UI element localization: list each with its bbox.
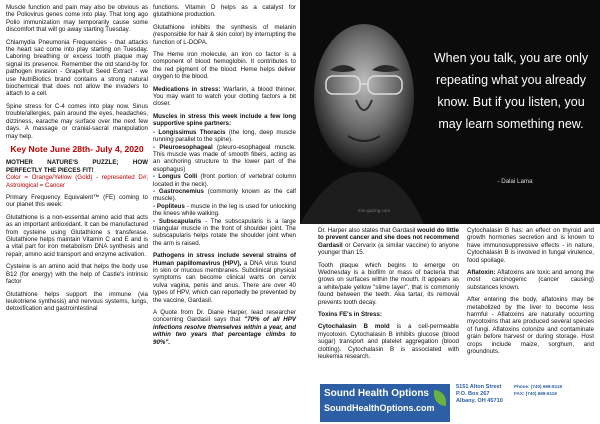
muscle-desc: (front portion of vertebral column located in the neck). [153,173,296,188]
paragraph: Primary Frequency Equivalent™ (FE) coming to our planet this week: [6,194,148,209]
fax-number: FAX: (740) 698-6116 [514,390,557,396]
pathogens-paragraph [153,252,296,304]
paragraph: Chlamydia Pneumonia Frequencies - that attacks the heart sac come into play starting on Tuesday. Laboring breathing or excess tooth plaque may signal its presence. Remember the old stand-by for pathogen invasion - Grapefruit Seed Extract - we use NutriBiotics brand contains a strong natural biochemical that does not allow the invaders to attach to a cell. [6,38,148,98]
muscle-item [153,144,296,174]
paragraph: Glutathione helps support the immune (via leukotriene synthesis) and nervous systems, lungs, detoxification and gastrointestinal [6,290,148,313]
text: or Cervarix (a similar vaccine) to anyone younger than 15. [318,241,459,257]
key-note-heading: Key Note June 28th- July 4, 2020 [10,143,144,154]
logo-name: Sound Health Options [324,388,429,399]
puzzle-block [6,159,148,189]
pathogens-text: a DNA virus found in skin or mucous membranes. Subclinical physical symptoms can become clinical warts on cervix vulva vagina, penis and anus. There are over 40 types of HPV, which can reportedly be prevented by the vaccine, Gardasil. [153,259,296,304]
column-4 [467,227,594,361]
address-line: P.O. Box 267 [456,390,490,397]
paragraph: Glutathione inhibits the synthesis of melanin (responsible for hair & skin color) by interrupting the function of L-DOPA. [153,23,296,46]
paragraph: The Heme iron molecule, an iron co factor is a component of blood hemoglobin. It contributes to the red pigment of the blood. Heme helps deliver oxygen to the blood. [153,51,296,81]
muscle-item [153,203,296,218]
paragraph: Tooth plaque which begins to emerge on Wednesday is a biofilm or mass of bacteria that grows on surfaces within the mouth. It appears as a white/pale yellow "slime layer", that is commonly found between the teeth. Aka tartar, its removal prevents tooth decay. [318,261,459,306]
muscle-desc: (commonly known as the calf muscle). [153,187,296,203]
logo-website[interactable]: SoundHealthOptions.com [324,403,435,413]
muscle-name: - Pleuroesophageal [153,143,213,151]
medications-text: Warfarin, a blood thinner. You may want to watch your clotting factors a bit closer. [153,85,296,108]
harper-paragraph [318,227,459,257]
quote-attribution: - Dalai Lama [497,178,533,185]
paragraph: Cytochalasin B has: an effect on thyroid and growth hormones secretion and is known to have immunosuppressive effects - in nature, Cytochalasin B is involved in fungal virulence, food spoilage. [467,227,594,264]
quote-paragraph [153,309,296,346]
phone-number: Phone: (740) 698-9119 [514,384,563,389]
medications-label: Medications in stress: [153,85,221,93]
muscle-item [153,129,296,144]
puzzle-astro: Astrological = Cancer [6,181,65,189]
cytochalasin-text: is a cell-permeable mycotoxin. Cytochalasin B inhibits glucose (blood sugar) transport and platelet aggregation (blood clotting). Cytochalasin B is associated with leukemia research. [318,323,459,361]
leaf-icon [434,390,446,406]
harper-quote: "70% of all HPV infections resolve themselves within a year, and within two years that percentage climbs to 90%". [153,316,296,346]
cytochalasin-paragraph [318,323,459,360]
puzzle-color: Color = Orange/Yellow (Gold) - represented D#; [6,174,148,182]
muscle-desc: (pleuro-esophageal muscle. This muscle was made of smooth fibers, acting as an anchoring structure to the lower part of the esophagus) [153,143,297,173]
pathogens-label: Pathogens in stress include several strains of Human papillomavirus (HPV), [153,252,296,267]
aflatoxin-label: Aflatoxin: [467,269,496,277]
address-line: Albany, OH 45710 [456,397,503,404]
address-line: 5151 Alton Street [456,384,502,390]
muscle-item [153,218,296,248]
puzzle-title: MOTHER NATURE'S PUZZLE; HOW PERFECTLY THE PIECES FIT! [6,159,148,174]
paragraph: Muscle function and pain may also be obvious as the Poliovirus genes come into play. That long ago Polio immunization may temporarily cause some discomfort that will go away starting Tuesday. [6,4,148,34]
muscle-name: - Subscapularis [153,217,202,225]
cytochalasin-label: Cytochalasin B mold [318,323,390,331]
contact-block [514,384,562,398]
medications-paragraph [153,86,296,108]
watermark: mm-gazing.com [358,208,391,213]
paragraph: Spine stress for C-4 comes into play now. Sinus trouble/allergies, pain around the eyes, headaches, dizziness, earache may surface over the next few days. A massage or cranial-sacral manipulation may help. [6,102,148,140]
address-block [456,384,503,404]
muscle-item [153,188,296,203]
muscle-name: - Gastrocnemius [153,187,204,195]
quote-intro: A Quote from Dr. Diane Harper, lead researcher concerning Gardasil says that [153,309,296,324]
paragraph: Glutathione is a non-essential amino acid that acts as an important antioxidant. It can be manufactured from cysteine using Glutathione s transferase. Glutathione helps maintain Vitamin C and E and is a vital part for iron metabolism DNA synthesis and repair, amino acid transport and enzyme activation. [6,213,148,258]
muscles-heading: Muscles in stress this week include a few long supportive spine partners: [153,112,296,128]
column-1 [6,4,148,318]
muscle-name: - Longissimus Thoracis [153,128,226,136]
dalai-lama-quote-image [300,0,600,224]
sound-health-logo[interactable] [320,384,450,422]
footer [318,384,600,424]
column-2 [153,4,296,351]
paragraph: Cysteine is an amino acid that helps the body use B12 (for energy) with the help of Castle's intrinsic factor [6,263,148,286]
text: Dr. Harper also states that Gardasil [318,227,418,234]
portrait-image [300,0,424,224]
muscle-desc: (the long, deep muscle running parallel to the spine). [153,128,296,144]
muscle-name: - Longus Colli [153,173,198,181]
muscle-desc: - The subscapularis is a large triangular muscle in the front of shoulder joint. The subscapularis helps rotate the shoulder joint when the arm is raised. [153,217,296,247]
emphasis-text: would do little to prevent cancer and she does not recommend Gardasil [318,227,459,249]
aflatoxin-paragraph [467,269,594,291]
quote-text: When you talk, you are only repeating what you already know. But if you listen, you may learn something new. [433,51,589,131]
muscle-item [153,173,296,188]
paragraph: After entering the body, aflatoxins may be metabolized by the liver to become less harmful - Aflatoxins are naturally occurring mycotoxins that are produced several species of fungi. Aflatoxins colonize and contaminate grain before harvest or during storage. Host crops include maize, sorghum, and groundnuts. [467,296,594,356]
column-3 [318,227,459,366]
toxins-heading: Toxins FE's in Stress: [318,311,382,319]
aflatoxin-text: Aflatoxins are toxic and among the most carcinogenic (cancer causing) substances known. [467,269,594,291]
muscle-name: - Popliteus [153,202,185,210]
paragraph: functions. Vitamin D helps as a catalyst for glutathione production. [153,4,296,19]
muscle-desc: - muscle in the leg is used for unlocking the knees while walking. [153,202,296,218]
